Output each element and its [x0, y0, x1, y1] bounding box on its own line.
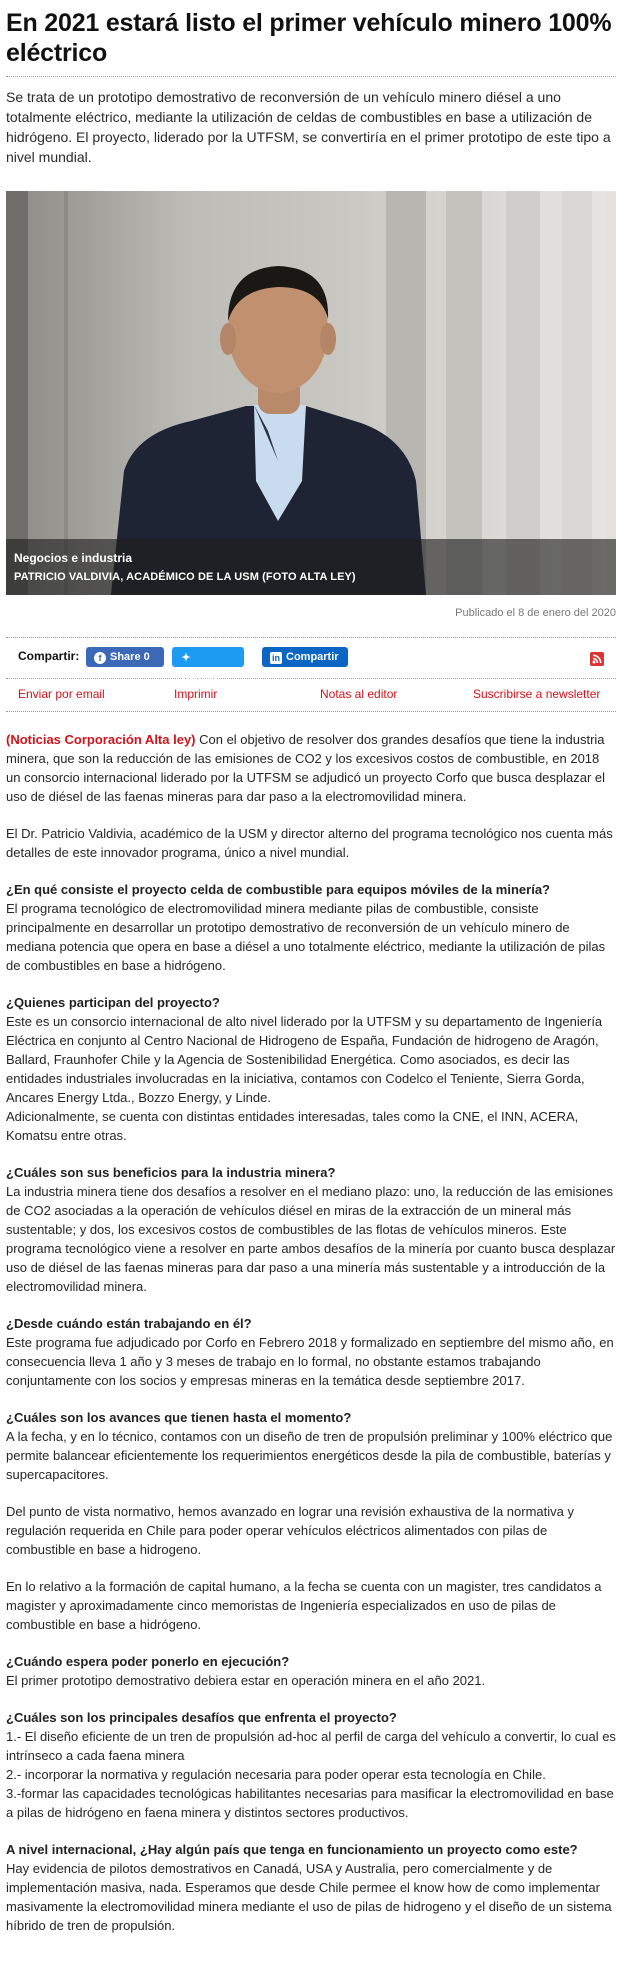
qa-block [6, 993, 616, 1145]
question: ¿Desde cuándo están trabajando en él? [6, 1316, 252, 1331]
qa-block [6, 1163, 616, 1296]
hero-photo [6, 191, 616, 595]
qa-block [6, 880, 616, 975]
print-link[interactable]: Imprimir [174, 687, 218, 701]
question: ¿Cuáles son los principales desafíos que enfrenta el proyecto? [6, 1710, 397, 1725]
qa-block [6, 1314, 616, 1390]
answer: 1.- El diseño eficiente de un tren de propulsión ad-hoc al perfil de carga del vehículo a convertir, lo cual es intrínseco a cada faena minera [6, 1729, 616, 1763]
linkedin-share-label: Compartir [286, 651, 339, 663]
qa-block [6, 1652, 616, 1690]
answer: Hay evidencia de pilotos demostrativos en Canadá, USA y Australia, pero comercialmente y de implementación masiva, nada. Esperamos que desde Chile permee el know how de como implementar masivamente la electromovilidad minera mediante el uso de pilas de hidrogeno y el diseño de un sistema híbrido de tren de propulsión. [6, 1861, 612, 1933]
qa-block [6, 1840, 616, 1935]
answer: Este programa fue adjudicado por Corfo en Febrero 2018 y formalizado en septiembre del mismo año, en consecuencia lleva 1 año y 3 meses de trabajo en lo formal, no obstante estamos trabajando conjuntamente con los socios y empresas mineras en la temática desde septiembre 2017. [6, 1335, 614, 1388]
published-date: Publicado el 8 de enero del 2020 [455, 607, 616, 619]
share-bar [6, 637, 616, 683]
question: ¿Cuándo espera poder ponerlo en ejecución? [6, 1654, 290, 1669]
facebook-icon: f [94, 652, 106, 664]
twitter-share-label: Twittear [180, 671, 222, 683]
title-divider [6, 76, 616, 77]
image-category: Negocios e industria [14, 551, 133, 565]
facebook-share-button[interactable] [86, 647, 164, 667]
question: ¿Cuáles son sus beneficios para la industria minera? [6, 1165, 336, 1180]
paragraph: (Noticias Corporación Alta ley) Con el objetivo de resolver dos grandes desafíos que tiene la industria minera, que son la reducción de las emisiones de CO2 y los excesivos costos de combustible, en 2018 un consorcio internacional liderado por la UTFSM se adjudicó un proyecto Corfo que busca desplazar el uso de diésel de las faenas mineras para dar paso a la electromovilidad minera. [6, 732, 606, 804]
facebook-share-label: Share 0 [110, 651, 150, 663]
article-title: En 2021 estará listo el primer vehículo minero 100% eléctrico [6, 9, 612, 67]
answer: A la fecha, y en lo técnico, contamos con un diseño de tren de propulsión preliminar y 100% eléctrico que permite balancear eficientemente los requerimientos energéticos desde la pila de combustible, baterías y supercapacitores. [6, 1429, 613, 1482]
editor-notes-link[interactable]: Notas al editor [320, 687, 398, 701]
twitter-share-button[interactable] [172, 647, 244, 683]
qa-block [6, 1708, 616, 1822]
answer: Adicionalmente, se cuenta con distintas entidades interesadas, tales como la CNE, el INN, ACERA, Komatsu entre otras. [6, 1109, 579, 1143]
news-source: (Noticias Corporación Alta ley) [6, 732, 196, 747]
linkedin-icon: in [272, 653, 280, 663]
paragraph: El Dr. Patricio Valdivia, académico de la USM y director alterno del programa tecnológico nos cuenta más detalles de este innovador programa, único a nivel mundial. [6, 826, 613, 860]
article-lead: Se trata de un prototipo demostrativo de reconversión de un vehículo minero diésel a uno totalmente eléctrico, mediante la utilización de celdas de combustibles en base a utilización de hidrógeno. El proyecto, liderado por la UTFSM, se convertiría en el primer prototipo de este tipo a nivel mundial. [6, 89, 611, 165]
question: ¿Quienes participan del proyecto? [6, 995, 220, 1010]
email-link[interactable]: Enviar por email [18, 687, 105, 701]
paragraph: Del punto de vista normativo, hemos avanzado en lograr una revisión exhaustiva de la normativa y regulación requerida en Chile para poder operar vehículos eléctricos alimentados con pilas de combustible en base a hidrogeno. [6, 1504, 574, 1557]
answer: El primer prototipo demostrativo debiera estar en operación minera en el año 2021. [6, 1673, 486, 1688]
paragraph: En lo relativo a la formación de capital humano, a la fecha se cuenta con un magister, tres candidatos a magister y aproximadamente cinco memoristas de Ingeniería especializados en uso de pilas de combustible en base a hidrógeno. [6, 1579, 602, 1632]
twitter-icon: ✦ [181, 652, 191, 664]
article [6, 0, 616, 1953]
article-body [6, 730, 616, 1935]
newsletter-link[interactable]: Suscribirse a newsletter [473, 687, 601, 701]
image-caption: PATRICIO VALDIVIA, ACADÉMICO DE LA USM (FOTO ALTA LEY) [14, 571, 356, 583]
person-figure [6, 191, 616, 595]
question: A nivel internacional, ¿Hay algún país que tenga en funcionamiento un proyecto como este? [6, 1842, 578, 1857]
caption-overlay [6, 539, 616, 595]
linkedin-share-button[interactable] [262, 647, 348, 667]
rss-icon[interactable] [590, 652, 604, 666]
qa-block [6, 1408, 616, 1484]
share-label: Compartir: [18, 649, 80, 663]
article-actions [6, 679, 616, 712]
question: ¿En qué consiste el proyecto celda de combustible para equipos móviles de la minería? [6, 882, 550, 897]
answer: El programa tecnológico de electromovilidad minera mediante pilas de combustible, consiste principalmente en desarrollar un prototipo demostrativo de reconversión de un vehículo minero de mediana potencia que opera en base a diésel a uno totalmente eléctrico, mediante la utilización de pilas de combustibles en base a hidrógeno. [6, 901, 606, 973]
answer: 3.-formar las capacidades tecnológicas habilitantes necesarias para masificar la electromovilidad en base a pilas de hidrógeno en faena minera y distintos sectores productivos. [6, 1786, 614, 1820]
answer: 2.- incorporar la normativa y regulación necesaria para poder operar esta tecnología en Chile. [6, 1767, 546, 1782]
answer: Este es un consorcio internacional de alto nivel liderado por la UTFSM y su departamento de Ingeniería Eléctrica en conjunto al Centro Nacional de Hidrogeno de España, Fundación de hidrogeno de Aragón, Ballard, Fraunhofer Chile y la Agencia de Sostenibilidad Energética. Como asociados, es decir las entidades industriales involucradas en la iniciativa, contamos con Codelco el Teniente, Sierra Gorda, Ancares Energy Ltda., Bozzo Energy, y Linde. [6, 1014, 603, 1105]
answer: La industria minera tiene dos desafíos a resolver en el mediano plazo: uno, la reducción de las emisiones de CO2 asociadas a la operación de vehículos diésel en miras de la extracción de un mineral más sustentable; y dos, los excesivos costos de combustibles de las flotas de vehículos mineros. Este programa tecnológico viene a resolver en parte ambos desafíos de la minería por cuanto busca desplazar uso de diésel de las faenas mineras para dar paso a una minería más sustentable y a introducción de la electromovilidad minera. [6, 1184, 616, 1294]
question: ¿Cuáles son los avances que tienen hasta el momento? [6, 1410, 352, 1425]
